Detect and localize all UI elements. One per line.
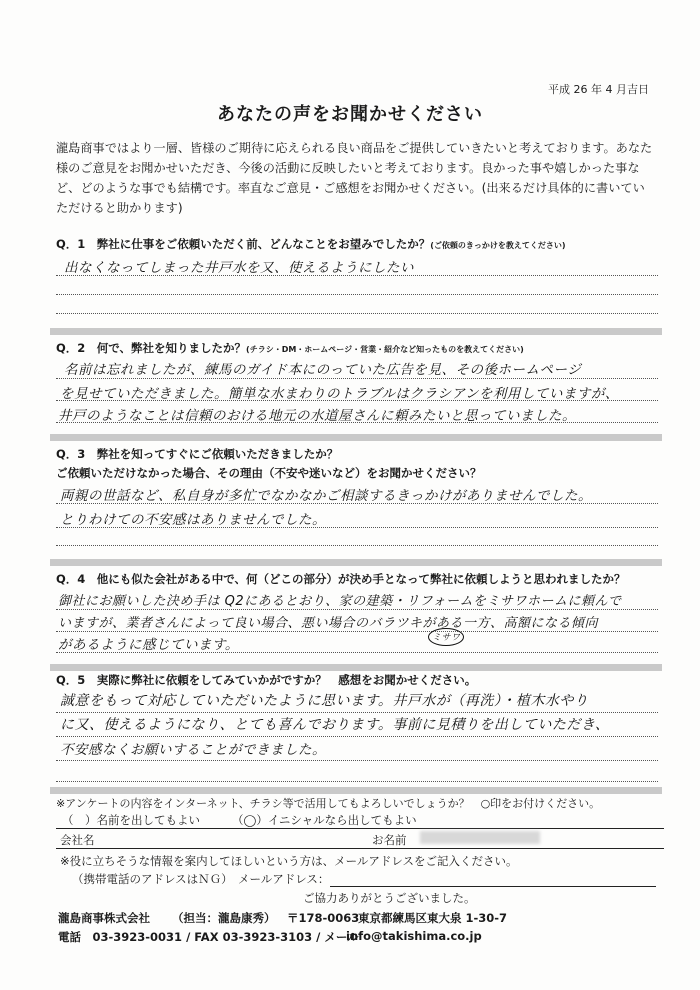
q5-rule-1 <box>56 712 658 713</box>
q2-answer-line-3: 井戸のようなことは信頼のおける地元の水道屋さんに頼みたいと思っていました。 <box>58 408 576 424</box>
q5-rule-4 <box>56 781 658 782</box>
issue-date: 平成 26 年 4 月吉日 <box>548 83 649 96</box>
consent-option-initials: （◯）イニシャルなら出してもよい <box>232 813 417 827</box>
q4-answer-line-3: があるように感じています。 <box>58 637 239 653</box>
divider-bar <box>50 434 662 441</box>
divider-bar <box>50 559 662 566</box>
q5-label: Q．5 実際に弊社に依頼をしてみていかがですか？ 感想をお聞かせください。 <box>56 673 477 687</box>
q2-question <box>56 340 524 356</box>
footer-phone-fax: 電話 03-3923-0031 / FAX 03-3923-3103 / メール <box>58 930 359 944</box>
footer-email: info@takishima.co.jp <box>346 929 482 943</box>
footer-postal-code: 〒178-0063 <box>287 911 360 925</box>
footer-contact-person: （担当：瀧島康秀） <box>172 911 276 925</box>
q2-answer-line-2: を見せていただきました。簡単な水まわりのトラブルはクラシアンを利用していますが、 <box>60 386 619 402</box>
q3-rule-2 <box>56 527 658 528</box>
page-title: あなたの声をお聞かせください <box>217 104 483 125</box>
footer-address: 東京都練馬区東大泉 1-30-7 <box>358 911 508 925</box>
thanks-message: ご協力ありがとうございました。 <box>303 891 476 905</box>
margin-note: ミサワ <box>432 633 461 643</box>
q1-label: Q．1 弊社に仕事をご依頼いただく前、どんなことをお望みでしたか？ <box>56 237 431 251</box>
intro-paragraph: 瀧島商事ではより一層、皆様のご期待に応えられる良い商品をご提供していきたいと考えております。あなた様のご意見をお聞かせいただき、今後の活動に反映したいと考えております。良かった事や嬉しかった事など、どのような事でも結構です。率直なご意見・ご感想をお聞かせください。(出来るだけ具体的に書いていただけると助かります) <box>56 141 653 215</box>
q5-answer-line-3: 不安感なくお願いすることができました。 <box>60 742 326 758</box>
divider-bar <box>50 328 662 335</box>
q1-question <box>56 236 566 252</box>
q1-answer-line-1: 出なくなってしまった井戸水を又、使えるようにしたい <box>64 260 414 276</box>
email-address-label: メールアドレス： <box>238 872 330 886</box>
q5-rule-2 <box>56 736 658 737</box>
q4-rule-2 <box>56 631 658 632</box>
table-bottom-border <box>56 848 664 849</box>
divider-bar <box>50 664 662 671</box>
q1-rule-2 <box>56 294 658 295</box>
q5-answer-line-2: に又、使えるようになり、とても喜んでおります。事前に見積りを出していただき、 <box>60 717 610 733</box>
q3-rule-3 <box>56 545 658 546</box>
q4-answer-line-1: 御社にお願いした決め手は Q2にあるとおり、家の建築・リフォームをミサワホームに頼んで <box>58 594 622 609</box>
q2-label: Q．2 何で、弊社を知りましたか？ <box>56 341 247 355</box>
q4-rule-1 <box>56 609 658 610</box>
email-address-field[interactable] <box>330 886 656 887</box>
divider-bar <box>50 787 662 794</box>
q3-rule-1 <box>56 503 658 504</box>
name-label: お名前 <box>372 833 407 847</box>
email-request: ※役に立ちそうな情報を案内してほしいという方は、メールアドレスをご記入ください。 <box>60 854 518 868</box>
q3-label: Q．3 弊社を知ってすぐにご依頼いただきましたか？ <box>56 447 339 461</box>
q5-rule-3 <box>56 760 658 761</box>
company-label: 会社名 <box>60 833 95 847</box>
mobile-email-note: （携帯電話のアドレスはＮＧ） <box>72 872 233 886</box>
q2-rule-2 <box>56 400 658 401</box>
q4-rule-3 <box>56 652 658 653</box>
q4-answer-line-2: いますが、業者さんによって良い場合、悪い場合のバラツキがある一方、高額になる傾向 <box>58 616 599 631</box>
q2-answer-line-1: 名前は忘れましたが、練馬のガイド本にのっていた広告を見、その後ホームページ <box>64 362 582 378</box>
q4-label: Q．4 他にも似た会社がある中で、何（どこの部分）が決め手となって弊社に依頼しようと思われましたか？ <box>56 572 626 586</box>
q3-answer-line-2: とりわけての不安感はありませんでした。 <box>60 512 326 528</box>
q5-answer-line-1: 誠意をもって対応していただいたように思います。井戸水が（再洗）・植木水やり <box>60 693 589 709</box>
q3-answer-line-1: 両親の世話など、私自身が多忙でなかなかご相談するきっかけがありませんでした。 <box>60 488 592 504</box>
q2-note: (チラシ・DM・ホームページ・営業・紹介など知ったものを教えてください) <box>246 345 524 354</box>
q3-subquestion: ご依頼いただけなかった場合、その理由（不安や迷いなど）をお聞かせください？ <box>56 466 482 480</box>
q1-note: (ご依頼のきっかけを教えてください) <box>430 241 566 250</box>
consent-question: ※アンケートの内容をインターネット、チラシ等で活用してもよろしいでしょうか？ ○印をお付けください。 <box>56 797 601 810</box>
q2-rule-3 <box>56 422 658 423</box>
q1-rule-1 <box>56 275 658 276</box>
footer-company: 瀧島商事株式会社 <box>58 911 150 925</box>
table-top-border <box>56 828 664 829</box>
q1-rule-3 <box>56 313 658 314</box>
redacted-name <box>420 831 540 844</box>
consent-option-name: （ ）名前を出してもよい <box>62 813 200 827</box>
q2-rule-1 <box>56 378 658 379</box>
